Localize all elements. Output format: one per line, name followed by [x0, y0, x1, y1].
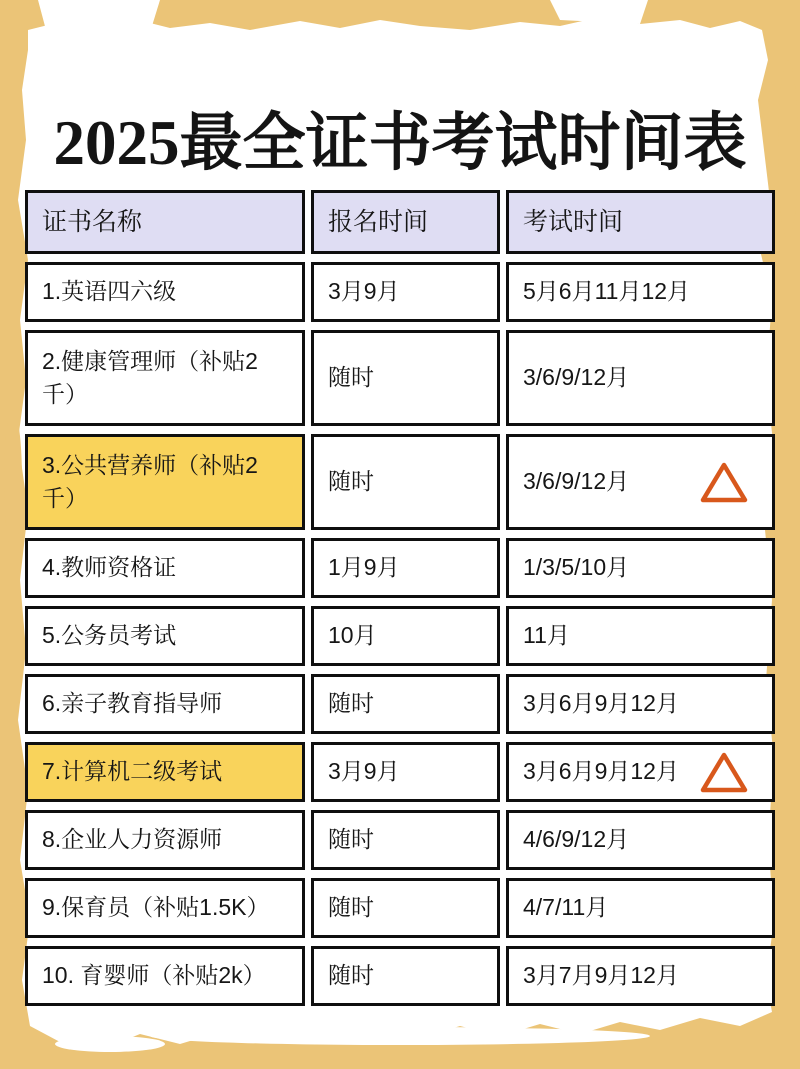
cell-signup-time	[311, 330, 500, 426]
cell-exam-time	[506, 330, 775, 426]
cell-signup-time	[311, 810, 500, 870]
cell-cert-name	[25, 330, 305, 426]
cert-name-text: 7.计算机二级考试	[42, 758, 223, 785]
exam-time-text: 3/6/9/12月	[523, 468, 630, 495]
column-header-label: 考试时间	[523, 207, 624, 236]
exam-time-text: 3/6/9/12月	[523, 364, 630, 391]
warning-icon	[700, 460, 748, 504]
signup-time-text: 随时	[328, 690, 374, 717]
cert-name-text: 5.公务员考试	[42, 622, 177, 649]
cert-name-text: 10. 育婴师（补贴2k）	[42, 962, 266, 989]
page-title: 2025最全证书考试时间表	[53, 108, 747, 179]
exam-time-text: 11月	[523, 622, 570, 649]
column-header-cert-name	[25, 190, 305, 254]
signup-time-text: 随时	[328, 894, 374, 921]
signup-time-text: 3月9月	[328, 278, 400, 305]
signup-time-text: 随时	[328, 962, 374, 989]
exam-schedule-table	[25, 190, 775, 1006]
cert-name-text: 2.健康管理师（补贴2千）	[42, 347, 258, 407]
cell-exam-time	[506, 878, 775, 938]
exam-time-text: 4/7/11月	[523, 894, 609, 921]
signup-time-text: 随时	[328, 468, 374, 495]
cell-signup-time	[311, 606, 500, 666]
exam-time-text: 3月6月9月12月	[523, 690, 679, 717]
column-header-signup-time	[311, 190, 500, 254]
warning-icon	[700, 750, 748, 794]
signup-time-text: 10月	[328, 622, 377, 649]
cell-signup-time	[311, 434, 500, 530]
cell-cert-name	[25, 742, 305, 802]
cert-name-text: 3.公共营养师（补贴2千）	[42, 451, 258, 511]
exam-time-text: 1/3/5/10月	[523, 554, 630, 581]
cert-name-text: 9.保育员（补贴1.5K）	[42, 894, 270, 921]
cell-cert-name	[25, 262, 305, 322]
cert-name-text: 1.英语四六级	[42, 278, 177, 305]
cell-cert-name	[25, 810, 305, 870]
signup-time-text: 随时	[328, 826, 374, 853]
exam-time-text: 5月6月11月12月	[523, 278, 691, 305]
cell-signup-time	[311, 674, 500, 734]
cert-name-text: 4.教师资格证	[42, 554, 177, 581]
exam-time-text: 3月7月9月12月	[523, 962, 679, 989]
cell-signup-time	[311, 742, 500, 802]
exam-time-text: 3月6月9月12月	[523, 758, 679, 785]
cell-signup-time	[311, 538, 500, 598]
cell-cert-name	[25, 878, 305, 938]
cell-exam-time	[506, 538, 775, 598]
column-header-exam-time	[506, 190, 775, 254]
cell-exam-time	[506, 262, 775, 322]
exam-time-text: 4/6/9/12月	[523, 826, 630, 853]
cert-name-text: 8.企业人力资源师	[42, 826, 223, 853]
cell-cert-name	[25, 946, 305, 1006]
cell-signup-time	[311, 946, 500, 1006]
cell-cert-name	[25, 606, 305, 666]
column-header-label: 证书名称	[42, 207, 143, 236]
cert-name-text: 6.亲子教育指导师	[42, 690, 223, 717]
column-header-label: 报名时间	[328, 207, 429, 236]
cell-cert-name	[25, 674, 305, 734]
cell-exam-time	[506, 810, 775, 870]
cell-cert-name	[25, 538, 305, 598]
cell-signup-time	[311, 878, 500, 938]
cell-exam-time	[506, 946, 775, 1006]
signup-time-text: 1月9月	[328, 554, 400, 581]
signup-time-text: 3月9月	[328, 758, 400, 785]
cell-exam-time	[506, 606, 775, 666]
cell-exam-time	[506, 674, 775, 734]
cell-cert-name	[25, 434, 305, 530]
cell-exam-time	[506, 434, 775, 530]
cell-signup-time	[311, 262, 500, 322]
signup-time-text: 随时	[328, 364, 374, 391]
cell-exam-time	[506, 742, 775, 802]
